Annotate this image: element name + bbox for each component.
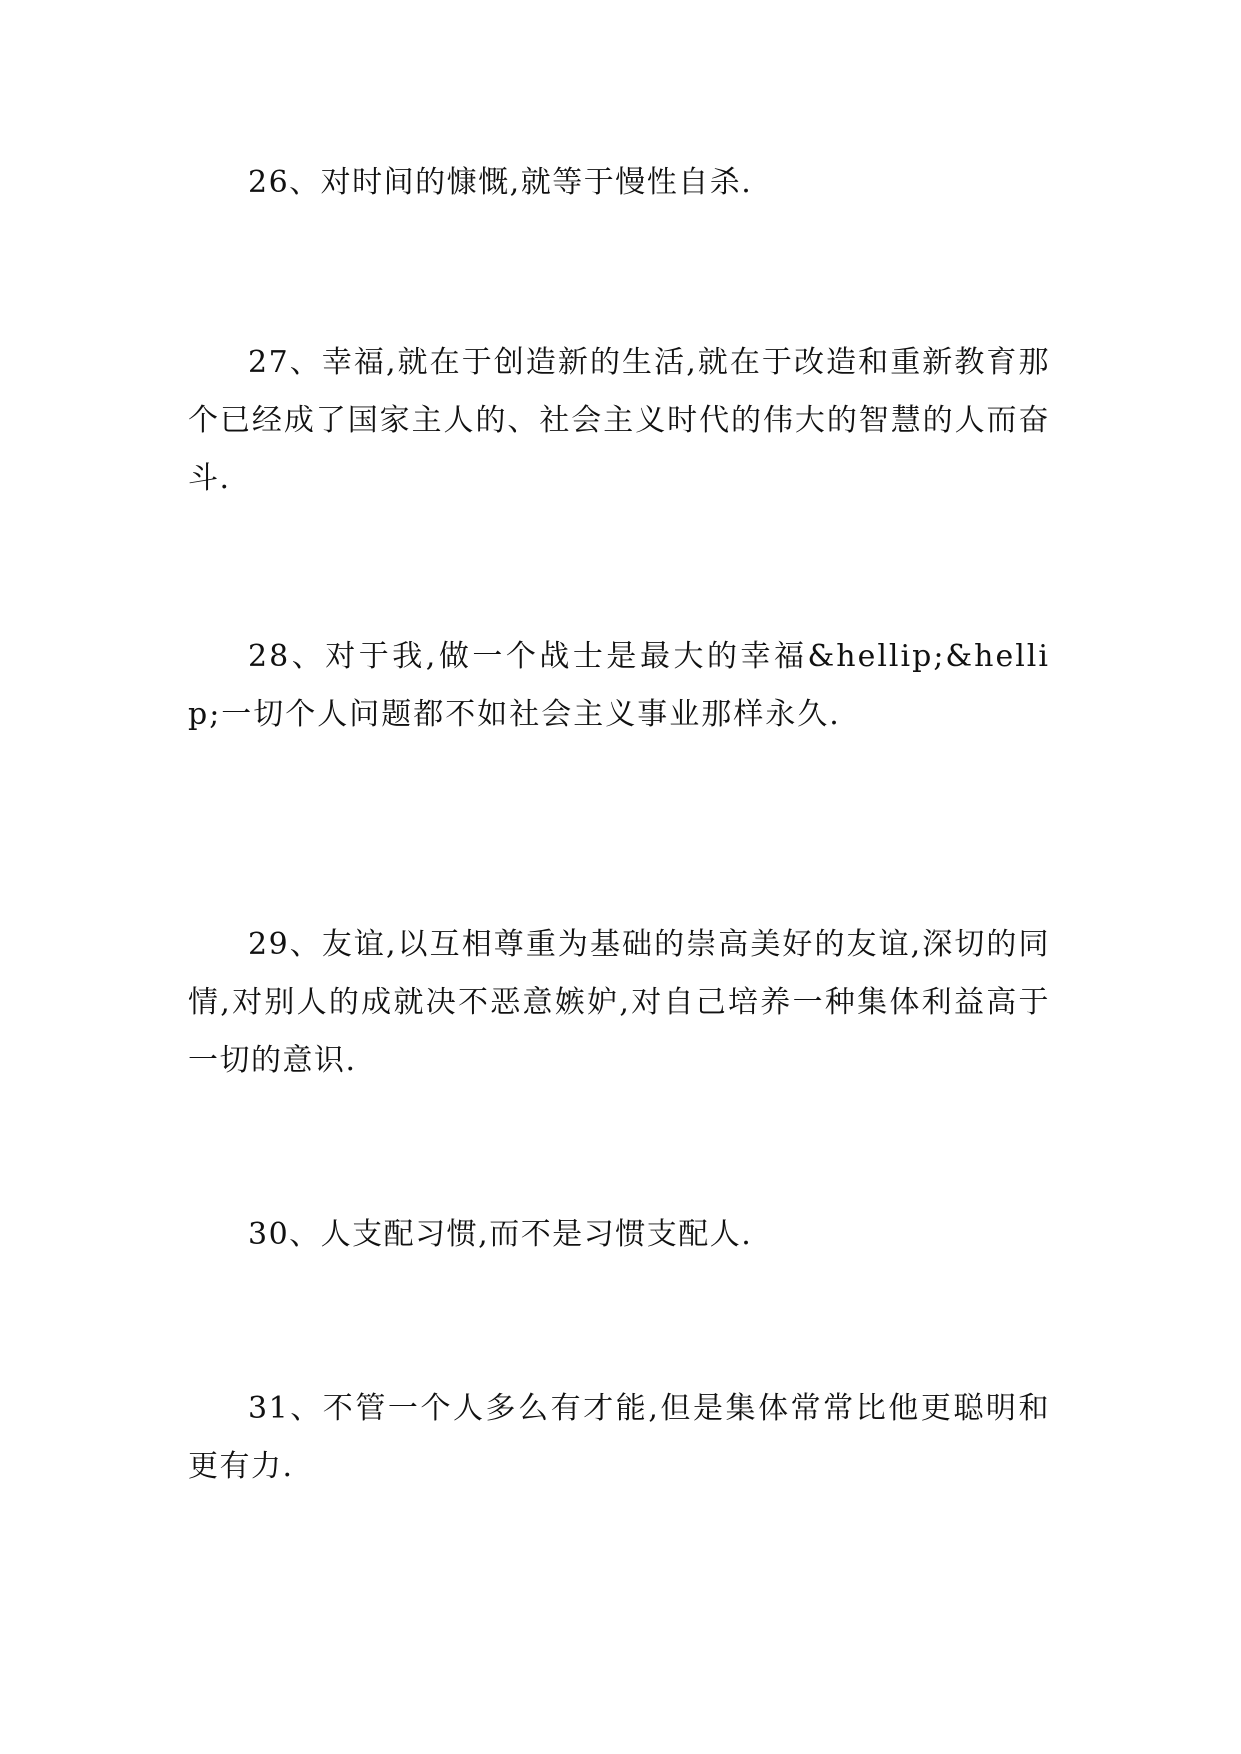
quote-paragraph-26: 26、对时间的慷慨,就等于慢性自杀.	[248, 165, 753, 200]
quote-paragraph-30: 30、人支配习惯,而不是习惯支配人.	[248, 1217, 753, 1252]
quote-paragraph-27: 27、幸福,就在于创造新的生活,就在于改造和重新教育那个已经成了国家主人的、社会主义时代的伟大的智慧的人而奋斗.	[188, 345, 1050, 496]
quote-paragraph-29: 29、友谊,以互相尊重为基础的崇高美好的友谊,深切的同情,对别人的成就决不恶意嫉妒,对自己培养一种集体利益高于一切的意识.	[188, 927, 1050, 1078]
quote-paragraph-28: 28、对于我,做一个战士是最大的幸福&hellip;&hellip;一切个人问题都不如社会主义事业那样永久.	[188, 639, 1050, 732]
quote-paragraph-31: 31、不管一个人多么有才能,但是集体常常比他更聪明和更有力.	[188, 1391, 1050, 1484]
